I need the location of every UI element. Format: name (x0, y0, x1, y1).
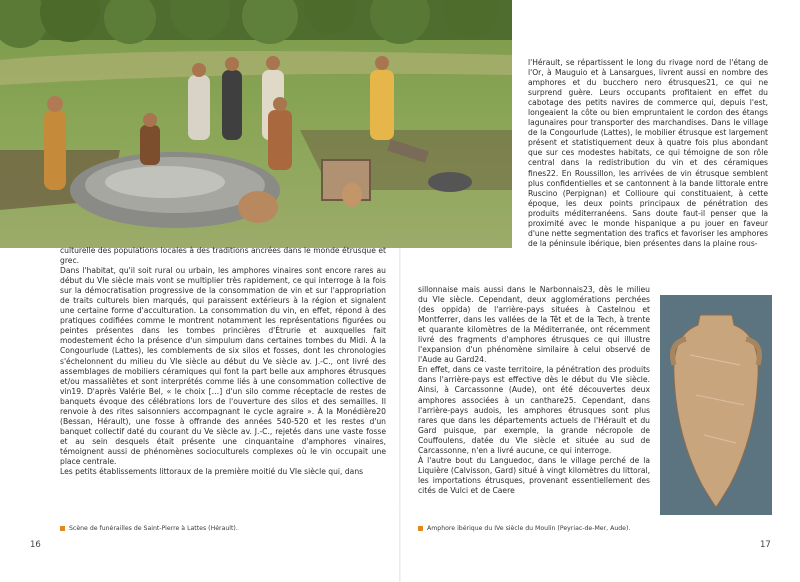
right-mid-paragraph-3: À l'autre bout du Languedoc, dans le village perché de la Liquière (Calvisson, Gard) situé à vingt kilomètres du littoral, les importations étrusques, provenant essentiellement des cités de Vulci et de Caere (418, 455, 650, 495)
amphora-photo (660, 295, 772, 515)
left-page-text (60, 246, 386, 518)
page-number-left: 16 (30, 540, 41, 550)
caption-marker-icon (418, 526, 423, 531)
left-caption-text: Scène de funérailles de Saint-Pierre à Lattes (Hérault). (69, 525, 238, 532)
left-paragraph-1: culturelle des populations locales à des traditions ancrées dans le monde étrusque et grec. (60, 246, 386, 266)
right-mid-paragraph-1: sillonnaise mais aussi dans le Narbonnais23, dès le milieu du VIe siècle. Cependant, deux agglomérations perchées (des oppida) de l'arrière-pays situées à Castelnou et Montferrer, dans les vallées de la Têt et de la Tech, à trente et quarante kilomètres de la Méditerranée, ont récemment livré des fragments d'amphores étrusques ce qui illustre l'expansion d'un phénomène similaire à celui observé de l'Aude au Gard24. (418, 285, 650, 365)
right-caption-text: Amphore ibérique du IVe siècle du Moulin (Peyriac-de-Mer, Aude). (427, 525, 631, 532)
right-mid-paragraph-2: En effet, dans ce vaste territoire, la pénétration des produits dans l'arrière-pays est effective dès le début du VIe siècle. Ainsi, à Carcassonne (Aude), ont été découvertes deux amphores associées à un canthare25. Cependant, dans l'arrière-pays audois, les amphores étrusques sont plus rares que dans les départements actuels de l'Hérault et du Gard puisque, par exemple, la grande nécropole de Couffoulens, datée du VIe siècle et située au sud de Carcassonne, n'en a livré aucune, ce qui interroge. (418, 365, 650, 455)
funeral-scene-illustration (0, 0, 512, 248)
right-page-text-top (528, 58, 768, 294)
left-figure-caption (60, 525, 238, 532)
right-figure-caption (418, 525, 630, 532)
right-page-text-middle (418, 285, 650, 521)
left-paragraph-3: Les petits établissements littoraux de la première moitié du VIe siècle qui, dans (60, 467, 364, 477)
page-number-right: 17 (760, 540, 771, 550)
left-paragraph-2: Dans l'habitat, qu'il soit rural ou urbain, les amphores vinaires sont encore rares au début du VIe siècle mais vont se multiplier très rapidement, ce qui interroge à la fois sur la démocratisation progressive de la consommation de vin et sur l'appropriation de traits culturels bien marqués, qui paraissent extérieurs à la région et signalent une certaine forme d'acculturation. La consommation du vin, en effet, répond à des pratiques codifiées comme le montrent notamment les représentations figurées ou peintes présentes dans les tombes princières d'Étrurie et auxquelles fait modestement écho la présence d'un simpulum dans certaines tombes du Midi. À la Congourlude (Lattes), les comblements de six silos et fosses, dont les chronologies s'échelonnent du milieu du VIe siècle au début du Ve siècle av. J.-C., ont livré des assemblages de mobiliers céramiques qui font la part belle aux amphores étrusques et/ou massaliètes et sont interprétés comme liés à une consommation collective de vin19. D'après Valérie Bel, « le choix […] d'un silo comme réceptacle de restes de banquets évoque des célébrations lors de l'ouverture des silos et des semailles. Il renvoie à des rites saisonniers accompagnant le cycle agraire ». À la Monédière20 (Bessan, Hérault), une fosse à offrande des années 540-520 et les restes d'un banquet collectif daté du courant du Ve siècle av. J.-C., rejetés dans une vaste fosse et au sein desquels était présente une cinquantaine d'amphores vinaires, témoignent aussi de phénomènes socioculturels complexes où le vin occupait une place centrale. (60, 266, 386, 466)
caption-marker-icon (60, 526, 65, 531)
right-top-paragraph: l'Hérault, se répartissent le long du rivage nord de l'étang de l'Or, à Mauguio et à Lansargues, livrent aussi en nombre des amphores et du bucchero nero étrusques21, ce qui ne surprend guère. Leurs occupants profitaient en effet du cabotage des petits navires de commerce qui, depuis l'est, longeaient la côte ou bien empruntaient le cordon des étangs lagunaires pour transporter des marchandises. Dans le village de la Congourlude (Lattes), le mobilier étrusque est largement présent et statistiquement deux à quatre fois plus abondant que sur ces modestes habitats, ce qui témoigne de son rôle central dans la redistribution du vin et des céramiques fines22. En Roussillon, les arrivées de vin étrusque semblent plus confidentielles et se cantonnent à la bande littorale entre Ruscino (Perpignan) et Collioure qui constituaient, à cette époque, les deux points principaux de pénétration des produits méditerranéens. Sans doute faut-il penser que la proximité avec le monde hispanique a pu jouer en faveur d'une nette segmentation des trafics et favoriser les amphores de la péninsule ibérique, bien présentes dans la plaine rous- (528, 58, 769, 248)
